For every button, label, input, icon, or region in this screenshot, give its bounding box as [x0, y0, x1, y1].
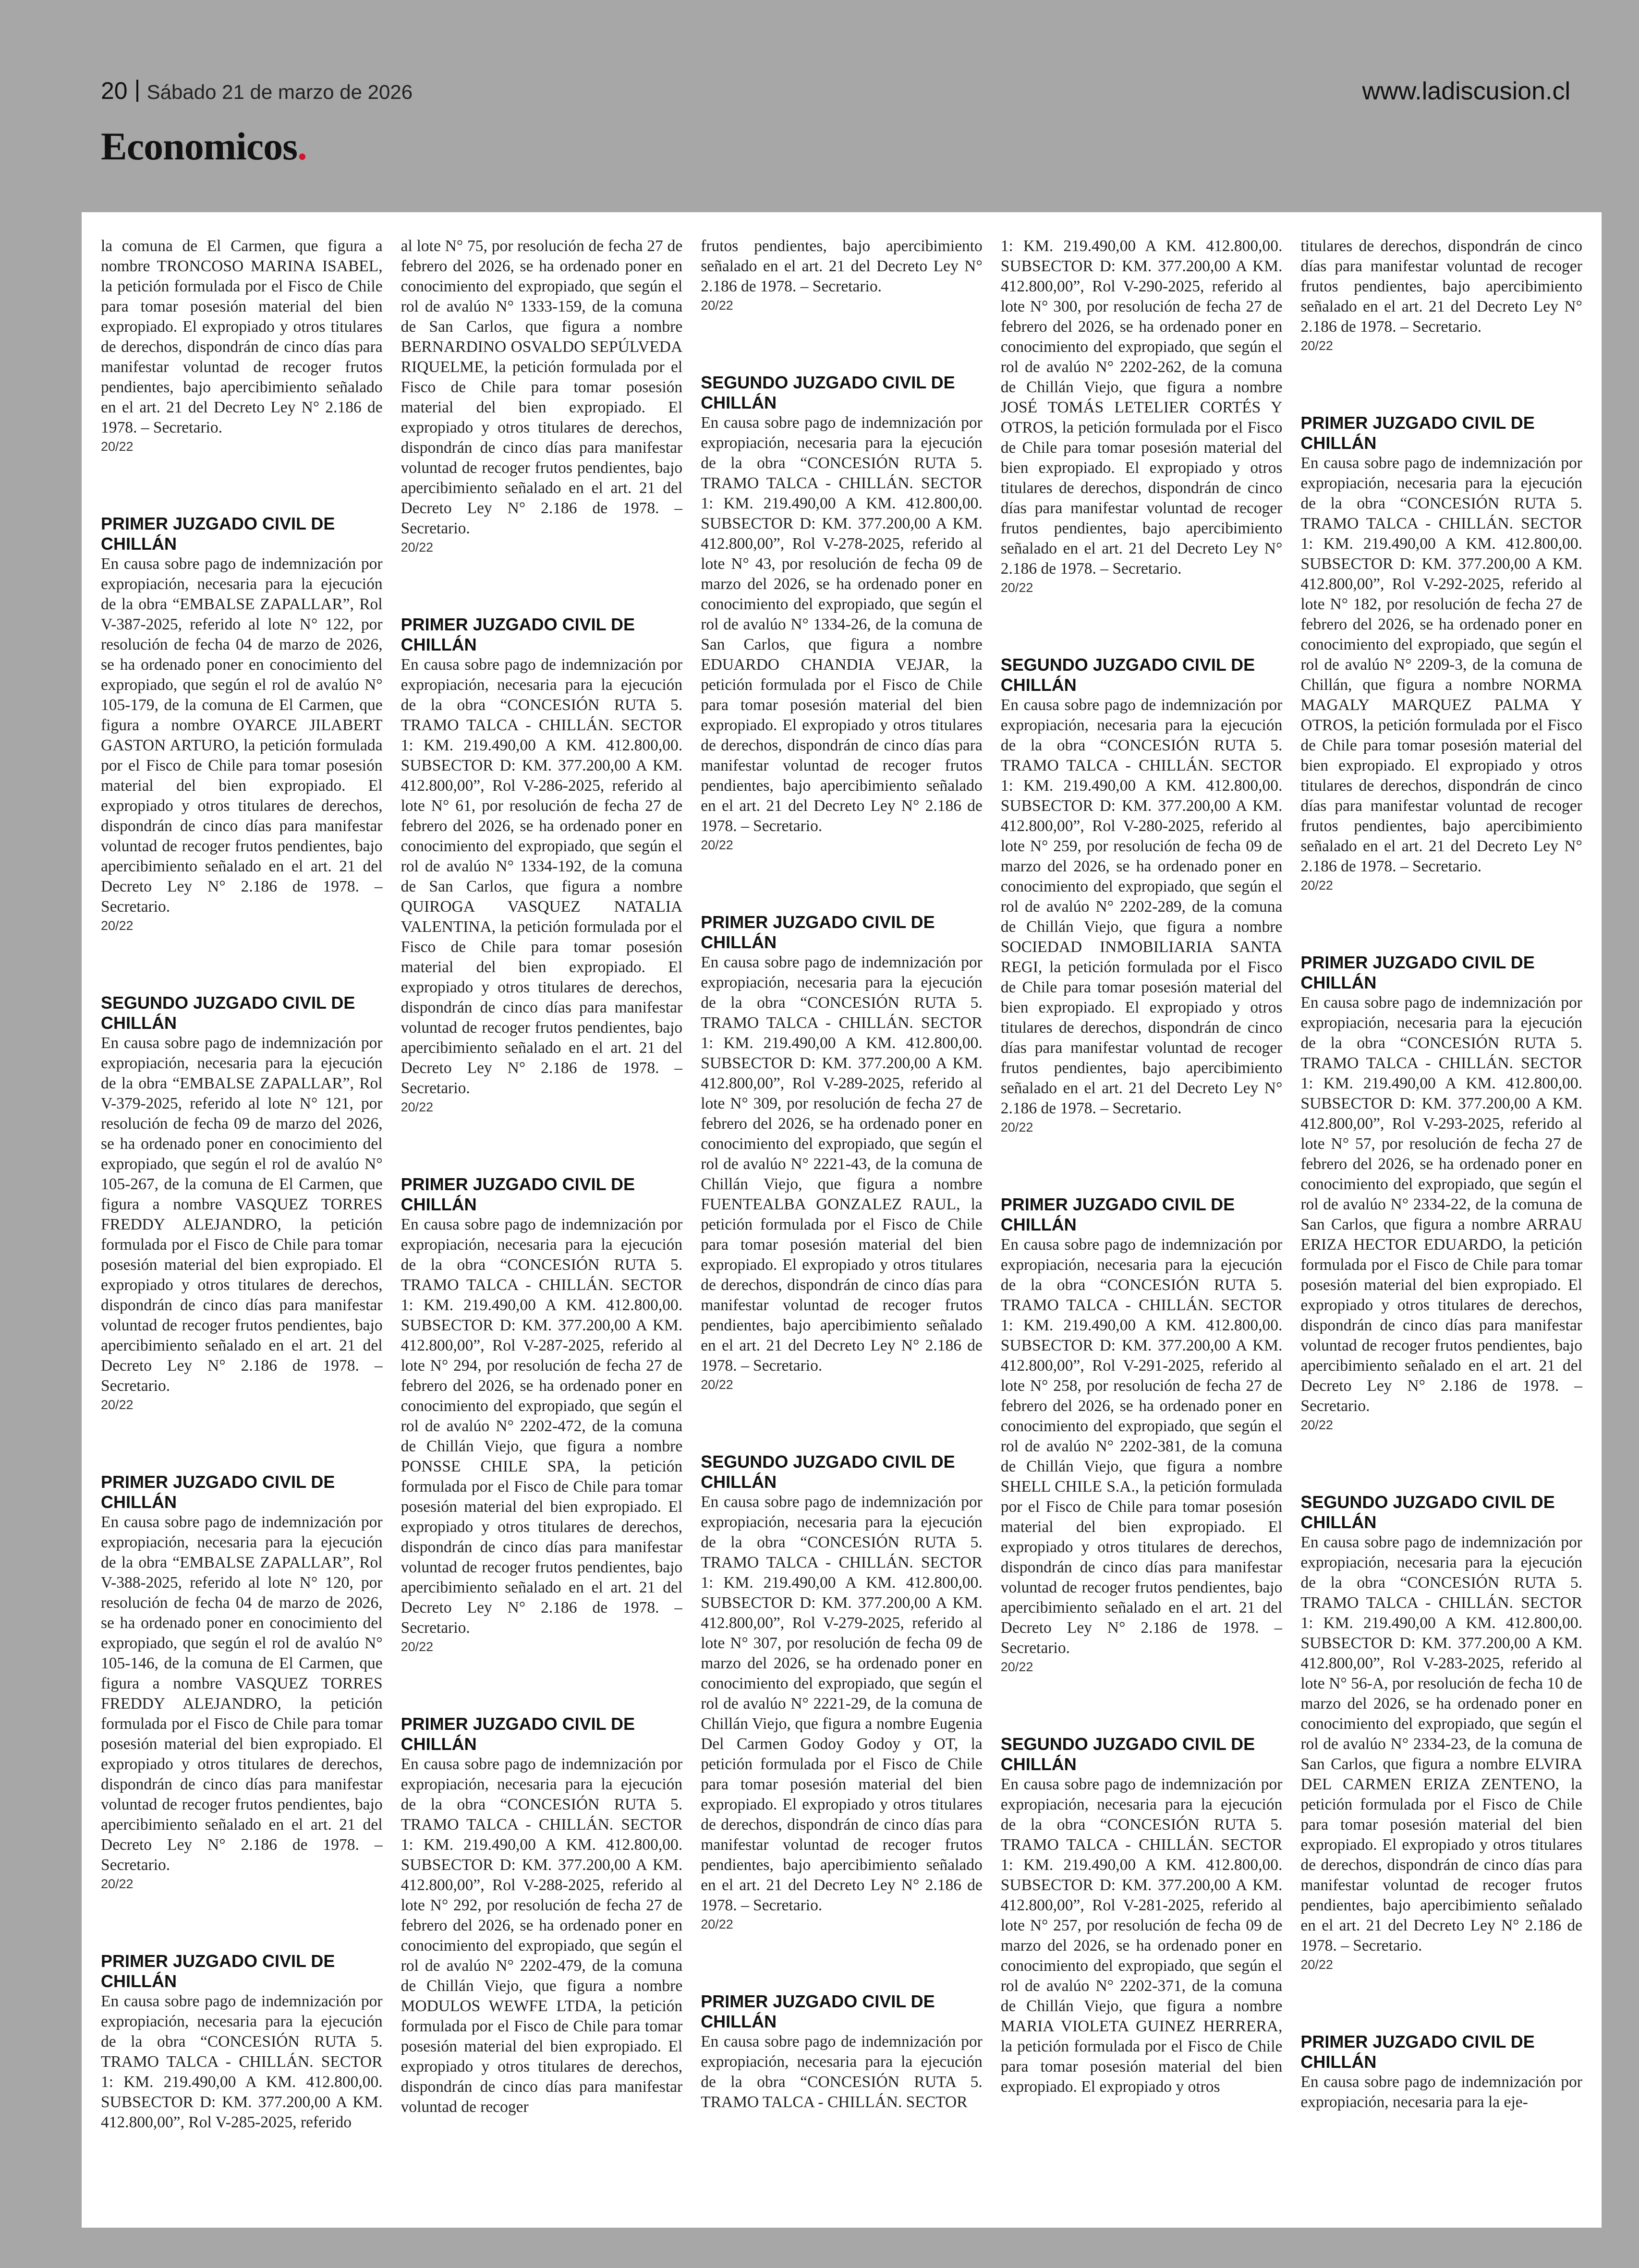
notice-title: PRIMER JUZGADO CIVIL DE CHILLÁN — [1300, 413, 1535, 453]
column-1 — [101, 236, 383, 2219]
notice-body: En causa sobre pago de indemnización por expropiación, necesaria para la ejecución de la obra “CONCESIÓN RUTA 5. TRAMO TALCA - CHILLÁN. SECTOR 1: KM. 219.490,00 A KM. 412.800,00. SUBSECTOR D: KM. 377.200,00 A KM. 412.800,00”, Rol V-289-2025, referido al lote N° 309, por resolución de fecha 27 de febrero del 2026, se ha ordenado poner en conocimiento del expropiado, que según el rol de avalúo N° 2221-43, de la comuna de Chillán Viejo, que figura a nombre FUENTEALBA GONZALEZ RAUL, la petición formulada por el Fisco de Chile para tomar posesión material del bien expropiado. El expropiado y otros titulares de derechos, dispondrán de cinco días para manifestar voluntad de recoger frutos pendientes, bajo apercibimiento señalado en el art. 21 del Decreto Ley N° 2.186 de 1978. – Secretario. — [701, 953, 983, 1375]
notice-title: SEGUNDO JUZGADO CIVIL DE CHILLÁN — [1000, 655, 1255, 695]
legal-notice — [1300, 236, 1582, 354]
issue-date: Sábado 21 de marzo de 2026 — [146, 81, 413, 103]
notice-body: En causa sobre pago de indemnización por expropiación, necesaria para la ejecución de la obra “CONCESIÓN RUTA 5. TRAMO TALCA - CHILLÁN. SECTOR 1: KM. 219.490,00 A KM. 412.800,00. SUBSECTOR D: KM. 377.200,00 A KM. 412.800,00”, Rol V-278-2025, referido al lote N° 43, por resolución de fecha 09 de marzo del 2026, se ha ordenado poner en conocimiento del expropiado, que según el rol de avalúo N° 1334-26, de la comuna de San Carlos, que figura a nombre EDUARDO CHANDIA VEJAR, la petición formulada por el Fisco de Chile para tomar posesión material del bien expropiado. El expropiado y otros titulares de derechos, dispondrán de cinco días para manifestar voluntad de recoger frutos pendientes, bajo apercibimiento señalado en el art. 21 del Decreto Ley N° 2.186 de 1978. – Secretario. — [701, 414, 983, 835]
notice-body: la comuna de El Carmen, que figura a nombre TRONCOSO MARINA ISABEL, la petición formulada por el Fisco de Chile para tomar posesión material del bien expropiado. El expropiado y otros titulares de derechos, dispondrán de cinco días para manifestar voluntad de recoger frutos pendientes, bajo apercibimiento señalado en el art. 21 del Decreto Ley N° 2.186 de 1978. – Secretario. — [101, 237, 383, 436]
notice-title: PRIMER JUZGADO CIVIL DE CHILLÁN — [101, 1472, 335, 1512]
notice-body: En causa sobre pago de indemnización por expropiación, necesaria para la ejecución de la obra “CONCESIÓN RUTA 5. TRAMO TALCA - CHILLÁN. SECTOR 1: KM. 219.490,00 A KM. 412.800,00. SUBSECTOR D: KM. 377.200,00 A KM. 412.800,00”, Rol V-291-2025, referido al lote N° 258, por resolución de fecha 27 de febrero del 2026, se ha ordenado poner en conocimiento del expropiado, que según el rol de avalúo N° 2202-381, de la comuna de Chillán Viejo, que figura a nombre SHELL CHILE S.A., la petición formulada por el Fisco de Chile para tomar posesión material del bien expropiado. El expropiado y otros titulares de derechos, dispondrán de cinco días para manifestar voluntad de recoger frutos pendientes, bajo apercibimiento señalado en el art. 21 del Decreto Ley N° 2.186 de 1978. – Secretario. — [1000, 1236, 1283, 1657]
notice-code: 20/22 — [1000, 580, 1033, 595]
page-number: 20 — [101, 77, 128, 104]
notice-body: En causa sobre pago de indemnización por expropiación, necesaria para la ejecución de la obra “CONCESIÓN RUTA 5. TRAMO TALCA - CHILLÁN. SECTOR 1: KM. 219.490,00 A KM. 412.800,00. SUBSECTOR D: KM. 377.200,00 A KM. 412.800,00”, Rol V-279-2025, referido al lote N° 307, por resolución de fecha 09 de marzo del 2026, se ha ordenado poner en conocimiento del expropiado, que según el rol de avalúo N° 2221-29, de la comuna de Chillán Viejo, que figura a nombre Eugenia Del Carmen Godoy Godoy y OT, la petición formulada por el Fisco de Chile para tomar posesión material del bien expropiado. El expropiado y otros titulares de derechos, dispondrán de cinco días para manifestar voluntad de recoger frutos pendientes, bajo apercibimiento señalado en el art. 21 del Decreto Ley N° 2.186 de 1978. – Secretario. — [701, 1493, 983, 1914]
header-divider — [136, 80, 138, 102]
notice-title: SEGUNDO JUZGADO CIVIL DE CHILLÁN — [701, 1452, 955, 1492]
legal-notice — [701, 236, 983, 314]
notice-title: PRIMER JUZGADO CIVIL DE CHILLÁN — [401, 1714, 635, 1754]
notice-body: En causa sobre pago de indemnización por expropiación, necesaria para la ejecución de la obra “CONCESIÓN RUTA 5. TRAMO TALCA - CHILLÁN. SECTOR 1: KM. 219.490,00 A KM. 412.800,00. SUBSECTOR D: KM. 377.200,00 A KM. 412.800,00”, Rol V-292-2025, referido al lote N° 182, por resolución de fecha 27 de febrero del 2026, se ha ordenado poner en conocimiento del expropiado, que según el rol de avalúo N° 2209-3, de la comuna de Chillán, que figura a nombre NORMA MAGALY MARQUEZ PALMA Y OTROS, la petición formulada por el Fisco de Chile para tomar posesión material del bien expropiado. El expropiado y otros titulares de derechos, dispondrán de cinco días para manifestar voluntad de recoger frutos pendientes, bajo apercibimiento señalado en el art. 21 del Decreto Ley N° 2.186 de 1978. – Secretario. — [1300, 454, 1582, 875]
legal-notice — [701, 1452, 983, 1933]
notice-code: 20/22 — [101, 1398, 134, 1412]
notice-title: SEGUNDO JUZGADO CIVIL DE CHILLÁN — [701, 373, 955, 412]
notice-code: 20/22 — [101, 1877, 134, 1891]
column-5 — [1300, 236, 1582, 2219]
notice-code: 20/22 — [701, 298, 733, 313]
legal-notice — [401, 615, 683, 1116]
legal-notice — [701, 912, 983, 1393]
notice-code: 20/22 — [1000, 1660, 1033, 1674]
legal-notice — [401, 1174, 683, 1655]
legal-notice — [701, 1991, 983, 2112]
legal-notice — [1300, 413, 1582, 894]
notice-code: 20/22 — [1300, 338, 1333, 353]
notice-title: PRIMER JUZGADO CIVIL DE CHILLÁN — [701, 1991, 935, 2031]
legal-notice — [701, 373, 983, 854]
notice-body: En causa sobre pago de indemnización por expropiación, necesaria para la ejecución de la obra “CONCESIÓN RUTA 5. TRAMO TALCA - CHILLÁN. SECTOR 1: KM. 219.490,00 A KM. 412.800,00. SUBSECTOR D: KM. 377.200,00 A KM. 412.800,00”, Rol V-280-2025, referido al lote N° 259, por resolución de fecha 09 de marzo del 2026, se ha ordenado poner en conocimiento del expropiado, que según el rol de avalúo N° 2202-289, de la comuna de Chillán Viejo, que figura a nombre SOCIEDAD INMOBILIARIA SANTA REGI, la petición formulada por el Fisco de Chile para tomar posesión material del bien expropiado. El expropiado y otros titulares de derechos, dispondrán de cinco días para manifestar voluntad de recoger frutos pendientes, bajo apercibimiento señalado en el art. 21 del Decreto Ley N° 2.186 de 1978. – Secretario. — [1000, 696, 1283, 1117]
notice-code: 20/22 — [401, 1640, 434, 1654]
notice-body: En causa sobre pago de indemnización por expropiación, necesaria para la ejecución de la obra “CONCESIÓN RUTA 5. TRAMO TALCA - CHILLÁN. SECTOR 1: KM. 219.490,00 A KM. 412.800,00. SUBSECTOR D: KM. 377.200,00 A KM. 412.800,00”, Rol V-283-2025, referido al lote N° 56-A, por resolución de fecha 10 de marzo del 2026, se ha ordenado poner en conocimiento del expropiado, que según el rol de avalúo N° 2334-23, de la comuna de San Carlos, que figura a nombre ELVIRA DEL CARMEN ERIZA ZENTENO, la petición formulada por el Fisco de Chile para tomar posesión material del bien expropiado. El expropiado y otros titulares de derechos, dispondrán de cinco días para manifestar voluntad de recoger frutos pendientes, bajo apercibimiento señalado en el art. 21 del Decreto Ley N° 2.186 de 1978. – Secretario. — [1300, 1533, 1582, 1954]
notice-title: PRIMER JUZGADO CIVIL DE CHILLÁN — [1300, 953, 1535, 992]
column-2 — [401, 236, 683, 2219]
legal-notice — [1001, 1734, 1283, 2097]
notice-code: 20/22 — [101, 439, 134, 454]
notice-body: 1: KM. 219.490,00 A KM. 412.800,00. SUBSECTOR D: KM. 377.200,00 A KM. 412.800,00”, Rol V-290-2025, referido al lote N° 300, por resolución de fecha 27 de febrero del 2026, se ha ordenado poner en conocimiento del expropiado, que según el rol de avalúo N° 2202-262, de la comuna de Chillán Viejo, que figura a nombre JOSÉ TOMÁS LETELIER CORTÉS Y OTROS, la petición formulada por el Fisco de Chile para tomar posesión material del bien expropiado. El expropiado y otros titulares de derechos, dispondrán de cinco días para manifestar voluntad de recoger frutos pendientes, bajo apercibimiento señalado en el art. 21 del Decreto Ley N° 2.186 de 1978. – Secretario. — [1000, 237, 1283, 578]
notice-body: En causa sobre pago de indemnización por expropiación, necesaria para la ejecución de la obra “CONCESIÓN RUTA 5. TRAMO TALCA - CHILLÁN. SECTOR 1: KM. 219.490,00 A KM. 412.800,00. SUBSECTOR D: KM. 377.200,00 A KM. 412.800,00”, Rol V-281-2025, referido al lote N° 257, por resolución de fecha 09 de marzo del 2026, se ha ordenado poner en conocimiento del expropiado, que según el rol de avalúo N° 2202-371, de la comuna de Chillán Viejo, que figura a nombre MARIA VIOLETA GUINEZ HERRERA, la petición formulada por el Fisco de Chile para tomar posesión material del bien expropiado. El expropiado y otros — [1000, 1775, 1283, 2096]
legal-notice — [1300, 1492, 1582, 1973]
legal-notice — [101, 236, 383, 455]
notice-code: 20/22 — [701, 1917, 733, 1931]
notice-body: En causa sobre pago de indemnización por expropiación, necesaria para la ejecución de la obra “EMBALSE ZAPALLAR”, Rol V-379-2025, referido al lote N° 121, por resolución de fecha 09 de marzo del 2026, se ha ordenado poner en conocimiento del expropiado, que según el rol de avalúo N° 105-267, de la comuna de El Carmen, que figura a nombre VASQUEZ TORRES FREDDY ALEJANDRO, la petición formulada por el Fisco de Chile para tomar posesión material del bien expropiado. El expropiado y otros titulares de derechos, dispondrán de cinco días para manifestar voluntad de recoger frutos pendientes, bajo apercibimiento señalado en el art. 21 del Decreto Ley N° 2.186 de 1978. – Secretario. — [101, 1034, 383, 1395]
notice-body: En causa sobre pago de indemnización por expropiación, necesaria para la ejecución de la obra “CONCESIÓN RUTA 5. TRAMO TALCA - CHILLÁN. SECTOR 1: KM. 219.490,00 A KM. 412.800,00. SUBSECTOR D: KM. 377.200,00 A KM. 412.800,00”, Rol V-293-2025, referido al lote N° 57, por resolución de fecha 27 de febrero del 2026, se ha ordenado poner en conocimiento del expropiado, que según el rol de avalúo N° 2334-22, de la comuna de San Carlos, que figura a nombre ARRAU ERIZA HECTOR EDUARDO, la petición formulada por el Fisco de Chile para tomar posesión material del bien expropiado. El expropiado y otros titulares de derechos, dispondrán de cinco días para manifestar voluntad de recoger frutos pendientes, bajo apercibimiento señalado en el art. 21 del Decreto Ley N° 2.186 de 1978. – Secretario. — [1300, 994, 1582, 1415]
notice-title: PRIMER JUZGADO CIVIL DE CHILLÁN — [701, 912, 935, 952]
section-name: Economicos — [101, 124, 298, 168]
notice-body: frutos pendientes, bajo apercibimiento señalado en el art. 21 del Decreto Ley N° 2.186 de 1978. – Secretario. — [701, 237, 983, 295]
notice-body: titulares de derechos, dispondrán de cinco días para manifestar voluntad de recoger frutos pendientes, bajo apercibimiento señalado en el art. 21 del Decreto Ley N° 2.186 de 1978. – Secretario. — [1300, 237, 1582, 336]
notice-body: En causa sobre pago de indemnización por expropiación, necesaria para la eje- — [1300, 2073, 1582, 2111]
legal-notice — [101, 993, 383, 1413]
notice-title: PRIMER JUZGADO CIVIL DE CHILLÁN — [101, 1951, 335, 1991]
notice-code: 20/22 — [701, 1377, 733, 1392]
notice-code: 20/22 — [1000, 1120, 1033, 1134]
column-4 — [1001, 236, 1283, 2219]
notice-body: En causa sobre pago de indemnización por expropiación, necesaria para la ejecución de la obra “CONCESIÓN RUTA 5. TRAMO TALCA - CHILLÁN. SECTOR 1: KM. 219.490,00 A KM. 412.800,00. SUBSECTOR D: KM. 377.200,00 A KM. 412.800,00”, Rol V-286-2025, referido al lote N° 61, por resolución de fecha 27 de febrero del 2026, se ha ordenado poner en conocimiento del expropiado, que según el rol de avalúo N° 1334-192, de la comuna de San Carlos, que figura a nombre QUIROGA VASQUEZ NATALIA VALENTINA, la petición formulada por el Fisco de Chile para tomar posesión material del bien expropiado. El expropiado y otros titulares de derechos, dispondrán de cinco días para manifestar voluntad de recoger frutos pendientes, bajo apercibimiento señalado en el art. 21 del Decreto Ley N° 2.186 de 1978. – Secretario. — [401, 656, 683, 1097]
website-link[interactable]: www.ladiscusion.cl — [1362, 77, 1570, 105]
classifieds-panel — [82, 212, 1602, 2228]
section-dot: . — [297, 124, 307, 168]
legal-notice — [401, 236, 683, 556]
notice-body: En causa sobre pago de indemnización por expropiación, necesaria para la ejecución de la obra “EMBALSE ZAPALLAR”, Rol V-388-2025, referido al lote N° 120, por resolución de fecha 04 de marzo de 2026, se ha ordenado poner en conocimiento del expropiado, que según el rol de avalúo N° 105-146, de la comuna de El Carmen, que figura a nombre VASQUEZ TORRES FREDDY ALEJANDRO, la petición formulada por el Fisco de Chile para tomar posesión material del bien expropiado. El expropiado y otros titulares de derechos, dispondrán de cinco días para manifestar voluntad de recoger frutos pendientes, bajo apercibimiento señalado en el art. 21 del Decreto Ley N° 2.186 de 1978. – Secretario. — [101, 1513, 383, 1874]
legal-notice — [101, 1472, 383, 1893]
legal-notice — [1300, 2032, 1582, 2112]
notice-body: En causa sobre pago de indemnización por expropiación, necesaria para la ejecución de la obra “CONCESIÓN RUTA 5. TRAMO TALCA - CHILLÁN. SECTOR — [701, 2033, 983, 2111]
columns-container — [101, 236, 1582, 2219]
notice-title: PRIMER JUZGADO CIVIL DE CHILLÁN — [401, 615, 635, 654]
notice-title: SEGUNDO JUZGADO CIVIL DE CHILLÁN — [1000, 1734, 1255, 1774]
legal-notice — [101, 514, 383, 934]
section-title — [101, 124, 307, 169]
legal-notice — [101, 1951, 383, 2133]
column-3 — [701, 236, 983, 2219]
notice-code: 20/22 — [1300, 1418, 1333, 1432]
legal-notice — [1300, 953, 1582, 1434]
notice-title: PRIMER JUZGADO CIVIL DE CHILLÁN — [401, 1174, 635, 1214]
legal-notice — [401, 1714, 683, 2117]
notice-body: al lote N° 75, por resolución de fecha 27 de febrero del 2026, se ha ordenado poner en conocimiento del expropiado, que según el rol de avalúo N° 1333-159, de la comuna de San Carlos, que figura a nombre BERNARDINO OSVALDO SEPÚLVEDA RIQUELME, la petición formulada por el Fisco de Chile para tomar posesión material del bien expropiado. El expropiado y otros titulares de derechos, dispondrán de cinco días para manifestar voluntad de recoger frutos pendientes, bajo apercibimiento señalado en el art. 21 del Decreto Ley N° 2.186 de 1978. – Secretario. — [401, 237, 683, 537]
notice-code: 20/22 — [1300, 1957, 1333, 1972]
notice-title: SEGUNDO JUZGADO CIVIL DE CHILLÁN — [101, 993, 355, 1033]
notice-body: En causa sobre pago de indemnización por expropiación, necesaria para la ejecución de la obra “CONCESIÓN RUTA 5. TRAMO TALCA - CHILLÁN. SECTOR 1: KM. 219.490,00 A KM. 412.800,00. SUBSECTOR D: KM. 377.200,00 A KM. 412.800,00”, Rol V-288-2025, referido al lote N° 292, por resolución de fecha 27 de febrero del 2026, se ha ordenado poner en conocimiento del expropiado, que según el rol de avalúo N° 2202-479, de la comuna de Chillán Viejo, que figura a nombre MODULOS WEWFE LTDA, la petición formulada por el Fisco de Chile para tomar posesión material del bien expropiado. El expropiado y otros titulares de derechos, dispondrán de cinco días para manifestar voluntad de recoger — [401, 1755, 683, 2116]
notice-code: 20/22 — [101, 918, 134, 933]
notice-title: PRIMER JUZGADO CIVIL DE CHILLÁN — [101, 514, 335, 554]
notice-title: PRIMER JUZGADO CIVIL DE CHILLÁN — [1000, 1194, 1235, 1234]
notice-code: 20/22 — [401, 540, 434, 555]
notice-code: 20/22 — [1300, 878, 1333, 893]
notice-title: SEGUNDO JUZGADO CIVIL DE CHILLÁN — [1300, 1492, 1555, 1532]
legal-notice — [1001, 1194, 1283, 1676]
notice-body: En causa sobre pago de indemnización por expropiación, necesaria para la ejecución de la obra “CONCESIÓN RUTA 5. TRAMO TALCA - CHILLÁN. SECTOR 1: KM. 219.490,00 A KM. 412.800,00. SUBSECTOR D: KM. 377.200,00 A KM. 412.800,00”, Rol V-285-2025, referido — [101, 1992, 383, 2131]
legal-notice — [1001, 236, 1283, 596]
notice-title: PRIMER JUZGADO CIVIL DE CHILLÁN — [1300, 2032, 1535, 2072]
legal-notice — [1001, 655, 1283, 1136]
notice-code: 20/22 — [401, 1100, 434, 1114]
notice-body: En causa sobre pago de indemnización por expropiación, necesaria para la ejecución de la obra “CONCESIÓN RUTA 5. TRAMO TALCA - CHILLÁN. SECTOR 1: KM. 219.490,00 A KM. 412.800,00. SUBSECTOR D: KM. 377.200,00 A KM. 412.800,00”, Rol V-287-2025, referido al lote N° 294, por resolución de fecha 27 de febrero del 2026, se ha ordenado poner en conocimiento del expropiado, que según el rol de avalúo N° 2202-472, de la comuna de Chillán Viejo, que figura a nombre PONSSE CHILE SPA, la petición formulada por el Fisco de Chile para tomar posesión material del bien expropiado. El expropiado y otros titulares de derechos, dispondrán de cinco días para manifestar voluntad de recoger frutos pendientes, bajo apercibimiento señalado en el art. 21 del Decreto Ley N° 2.186 de 1978. – Secretario. — [401, 1216, 683, 1637]
notice-body: En causa sobre pago de indemnización por expropiación, necesaria para la ejecución de la obra “EMBALSE ZAPALLAR”, Rol V-387-2025, referido al lote N° 122, por resolución de fecha 04 de marzo de 2026, se ha ordenado poner en conocimiento del expropiado, que según el rol de avalúo N° 105-179, de la comuna de El Carmen, que figura a nombre OYARCE JILABERT GASTON ARTURO, la petición formulada por el Fisco de Chile para tomar posesión material del bien expropiado. El expropiado y otros titulares de derechos, dispondrán de cinco días para manifestar voluntad de recoger frutos pendientes, bajo apercibimiento señalado en el art. 21 del Decreto Ley N° 2.186 de 1978. – Secretario. — [101, 555, 383, 916]
notice-code: 20/22 — [701, 838, 733, 852]
page-header — [101, 77, 1570, 111]
